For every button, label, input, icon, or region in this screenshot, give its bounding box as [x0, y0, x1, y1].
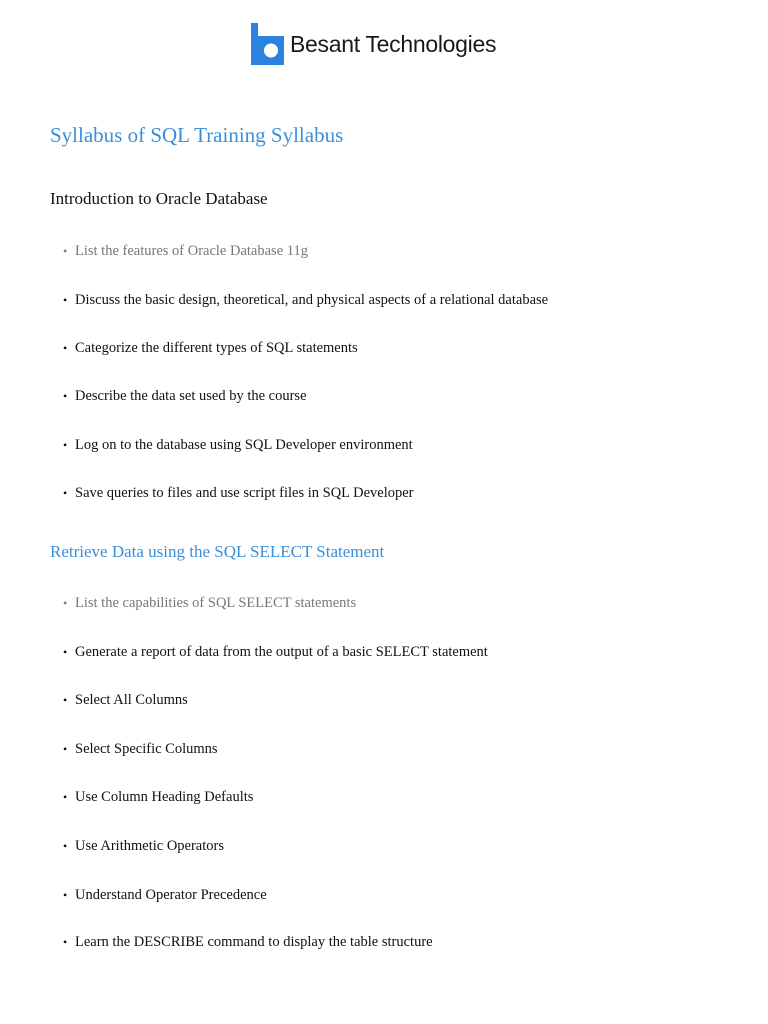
list-item: • Select All Columns: [63, 692, 188, 708]
page-title: Syllabus of SQL Training Syllabus: [50, 123, 344, 147]
list-item: • Generate a report of data from the output of a basic SELECT statement: [63, 644, 488, 660]
section-heading-select: Retrieve Data using the SQL SELECT Statement: [50, 542, 385, 561]
list-item: • Understand Operator Precedence: [63, 887, 267, 903]
list-item: • Describe the data set used by the course: [63, 388, 307, 404]
brand-name: Besant Technologies: [290, 31, 497, 57]
list-item: • Select Specific Columns: [63, 741, 218, 757]
list-item: • Learn the DESCRIBE command to display the table structure: [63, 934, 433, 950]
list-item: • Use Column Heading Defaults: [63, 789, 254, 805]
list-item: • Log on to the database using SQL Developer environment: [63, 437, 413, 453]
list-item: • Categorize the different types of SQL statements: [63, 340, 358, 356]
list-item: • Discuss the basic design, theoretical, and physical aspects of a relational database: [63, 292, 549, 308]
list-item: • Use Arithmetic Operators: [63, 838, 224, 854]
list-item: • Save queries to files and use script files in SQL Developer: [63, 485, 414, 501]
list-item: • List the capabilities of SQL SELECT statements: [63, 595, 357, 611]
brand-logo: [250, 23, 496, 65]
list-item: • List the features of Oracle Database 11g: [63, 243, 308, 259]
section-heading-intro: Introduction to Oracle Database: [50, 189, 268, 208]
besant-logo-icon: [250, 23, 284, 65]
